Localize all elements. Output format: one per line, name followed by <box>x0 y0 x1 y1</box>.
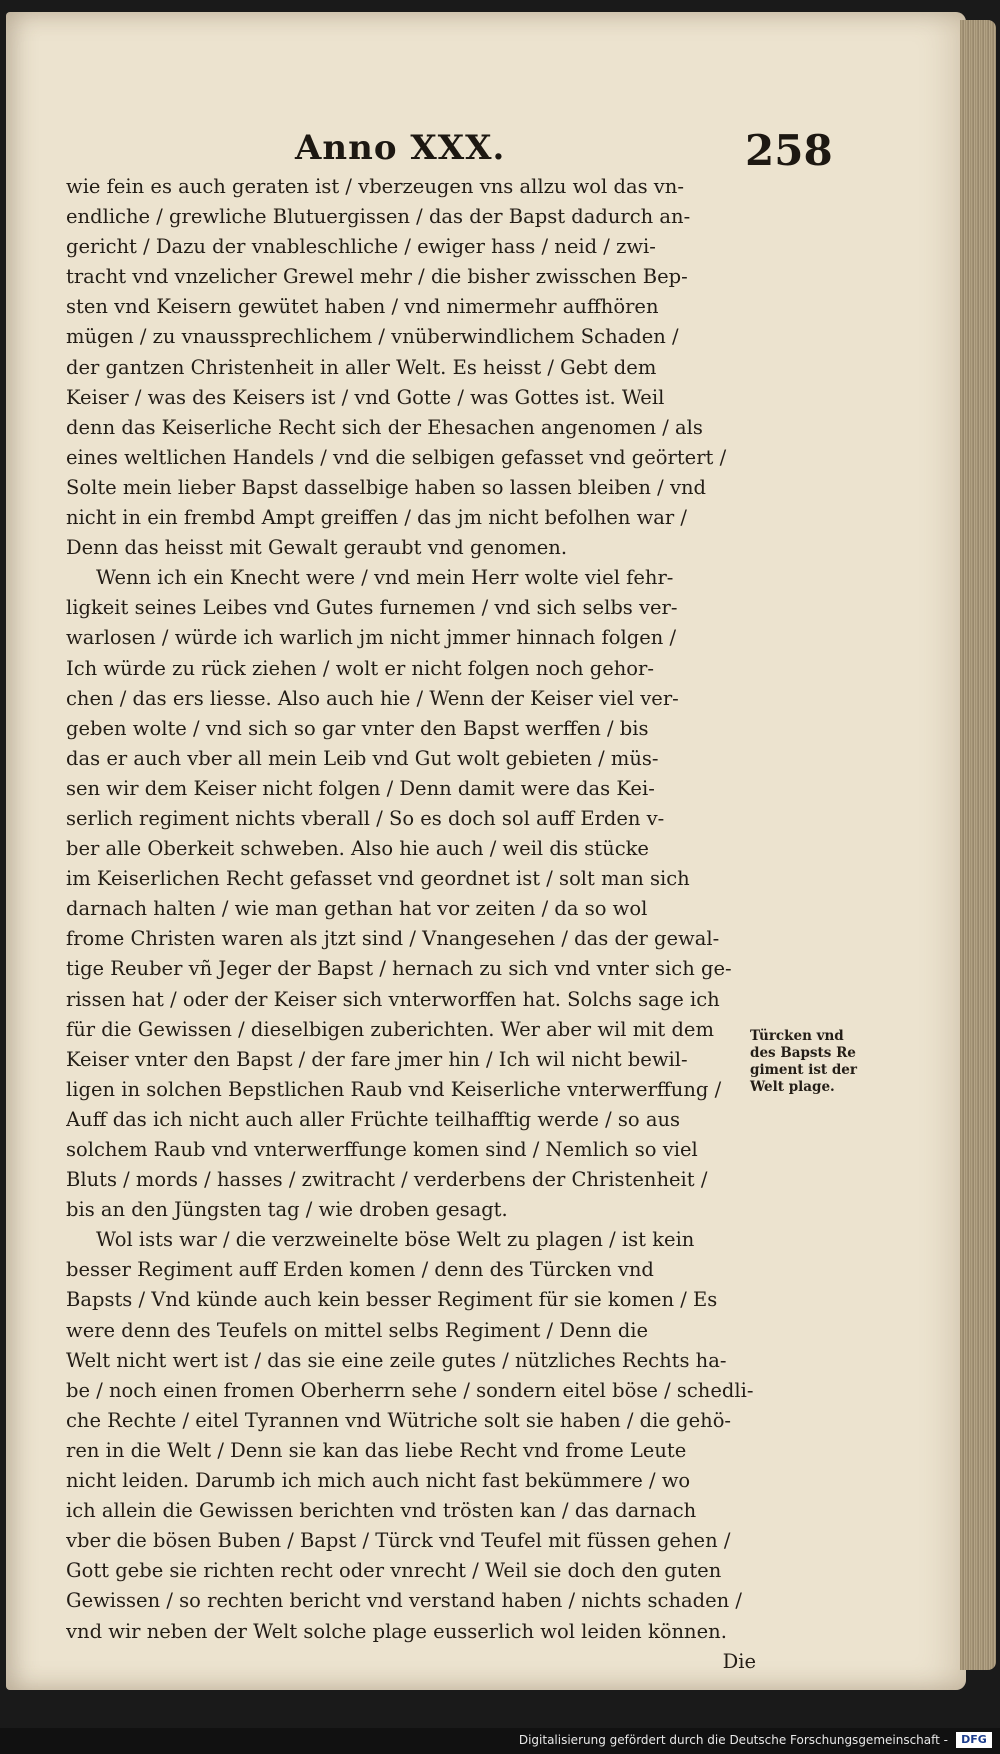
body-text <box>66 172 756 1677</box>
text-line: das er auch vber all mein Leib vnd Gut wolt gebieten / müs- <box>66 746 659 770</box>
margin-note-line: Türcken vnd <box>750 1028 844 1044</box>
text-line: Gewissen / so rechten bericht vnd verstand haben / nichts schaden / <box>66 1589 742 1613</box>
text-line: im Keiserlichen Recht gefasset vnd geordnet ist / solt man sich <box>66 867 690 891</box>
text-line: gericht / Dazu der vnableschliche / ewiger hass / neid / zwi- <box>66 235 656 259</box>
margin-note-line: des Bapsts Re <box>750 1045 856 1061</box>
text-line: solchem Raub vnd vnterwerffunge komen sind / Nemlich so viel <box>66 1138 698 1161</box>
text-line: Wenn ich ein Knecht were / vnd mein Herr wolte viel fehr- <box>96 566 674 590</box>
running-head: Anno XXX. <box>295 128 506 168</box>
text-line: geben wolte / vnd sich so gar vnter den Bapst werffen / bis <box>66 716 649 740</box>
text-line: tracht vnd vnzelicher Grewel mehr / die bisher zwisschen Bep- <box>66 265 688 289</box>
margin-note-line: Welt plage. <box>750 1079 835 1095</box>
margin-note-line: giment ist der <box>750 1062 857 1078</box>
text-line: Wol ists war / die verzweinelte böse Welt zu plagen / ist kein <box>96 1228 695 1252</box>
footer-bar <box>0 1728 1000 1754</box>
text-line: be / noch einen fromen Oberherrn sehe / sondern eitel böse / schedli- <box>66 1378 754 1402</box>
dfg-logo: DFG <box>956 1732 992 1748</box>
text-line: serlich regiment nichts vberall / So es doch sol auff Erden v- <box>66 806 665 830</box>
text-line: Bapsts / Vnd künde auch kein besser Regiment für sie komen / Es <box>66 1288 718 1312</box>
text-line: darnach halten / wie man gethan hat vor zeiten / da so wol <box>66 897 648 921</box>
text-line: eines weltlichen Handels / vnd die selbigen gefasset vnd geörtert / <box>66 445 727 469</box>
page-number: 258 <box>745 126 833 175</box>
digitization-credit: Digitalisierung gefördert durch die Deutsche Forschungsgemeinschaft - <box>518 1733 948 1747</box>
text-line: vber die bösen Buben / Bapst / Türck vnd Teufel mit füssen gehen / <box>66 1529 731 1553</box>
text-line: che Rechte / eitel Tyrannen vnd Wütriche solt sie haben / die gehö- <box>66 1408 732 1432</box>
text-line: sen wir dem Keiser nicht folgen / Denn damit were das Kei- <box>66 776 655 800</box>
text-line: Welt nicht wert ist / das sie eine zeile gutes / nützliches Rechts ha- <box>66 1348 727 1372</box>
text-line: ich allein die Gewissen berichten vnd trösten kan / das darnach <box>66 1499 697 1523</box>
text-line: were denn des Teufels on mittel selbs Regiment / Denn die <box>66 1318 649 1342</box>
text-line: ber alle Oberkeit schweben. Also hie auch / weil dis stücke <box>66 837 649 861</box>
text-line: Gott gebe sie richten recht oder vnrecht / Weil sie doch den guten <box>66 1559 722 1583</box>
text-line: für die Gewissen / dieselbigen zuberichten. Wer aber wil mit dem <box>66 1017 714 1041</box>
text-line: ren in die Welt / Denn sie kan das liebe Recht vnd frome Leute <box>66 1438 687 1462</box>
text-line: warlosen / würde ich warlich jm nicht jmmer hinnach folgen / <box>66 626 677 650</box>
text-line: Bluts / mords / hasses / zwitracht / verderbens der Christenheit / <box>66 1168 708 1192</box>
text-line: bis an den Jüngsten tag / wie droben gesagt. <box>66 1198 508 1222</box>
text-line: sten vnd Keisern gewütet haben / vnd nimermehr auffhören <box>66 295 659 319</box>
text-line: endliche / grewliche Blutuergissen / das der Bapst dadurch an- <box>66 205 691 229</box>
text-line: Ich würde zu rück ziehen / wolt er nicht folgen noch gehor- <box>66 656 654 680</box>
text-line: nicht leiden. Darumb ich mich auch nicht fast bekümmere / wo <box>66 1469 691 1493</box>
text-line: Keiser vnter den Bapst / der fare jmer hin / Ich wil nicht bewil- <box>66 1047 688 1071</box>
text-line: rissen hat / oder der Keiser sich vnterworffen hat. Solchs sage ich <box>66 987 720 1011</box>
text-line: der gantzen Christenheit in aller Welt. Es heisst / Gebt dem <box>66 355 657 379</box>
text-line: ligen in solchen Bepstlichen Raub vnd Keiserliche vnterwerffung / <box>66 1077 722 1101</box>
text-line: tige Reuber vñ Jeger der Bapst / hernach zu sich vnd vnter sich ge- <box>66 957 732 981</box>
margin-note <box>750 1028 870 1096</box>
text-line: Auff das ich nicht auch aller Früchte teilhafftig werde / so aus <box>66 1107 681 1131</box>
text-line: wie fein es auch geraten ist / vberzeugen vns allzu wol das vn- <box>66 175 684 198</box>
page-edge <box>960 20 996 1670</box>
text-line: chen / das ers liesse. Also auch hie / Wenn der Keiser viel ver- <box>66 686 679 710</box>
text-line: nicht in ein frembd Ampt greiffen / das jm nicht befolhen war / <box>66 506 688 530</box>
text-line: besser Regiment auff Erden komen / denn des Türcken vnd <box>66 1258 654 1282</box>
text-line: frome Christen waren als jtzt sind / Vnangesehen / das der gewal- <box>66 927 720 951</box>
text-line: Denn das heisst mit Gewalt geraubt vnd genomen. <box>66 536 568 560</box>
text-line: Solte mein lieber Bapst dasselbige haben so lassen bleiben / vnd <box>66 475 706 499</box>
text-line: Keiser / was des Keisers ist / vnd Gotte / was Gottes ist. Weil <box>66 385 665 409</box>
text-line: ligkeit seines Leibes vnd Gutes furnemen / vnd sich selbs ver- <box>66 596 678 620</box>
text-line: Die <box>722 1649 756 1673</box>
text-line: denn das Keiserliche Recht sich der Ehesachen angenomen / als <box>66 415 703 439</box>
text-line: mügen / zu vnaussprechlichem / vnüberwindlichem Schaden / <box>66 325 679 349</box>
text-line: vnd wir neben der Welt solche plage eusserlich wol leiden können. <box>66 1619 727 1643</box>
